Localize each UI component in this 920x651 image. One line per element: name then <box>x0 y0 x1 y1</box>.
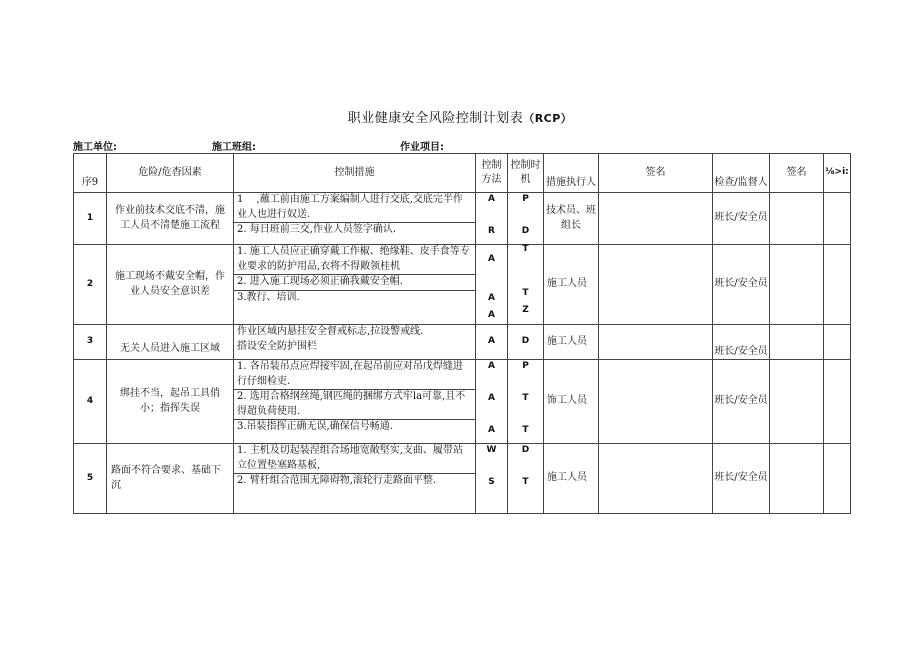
executor-cell: 施工人员 <box>544 245 599 325</box>
executor-cell: 饰工人员 <box>544 360 599 444</box>
sign-cell <box>770 245 824 325</box>
header-measures: 控制措施 <box>234 154 476 193</box>
sign-cell <box>770 325 824 360</box>
sign-cell <box>599 444 713 514</box>
method-cell <box>476 444 508 514</box>
measure-item: 2. 每日班前三交,作业人员签字确认. <box>237 224 397 235</box>
measures-cell <box>234 360 476 444</box>
title-code: （RCP） <box>523 112 573 125</box>
method-code: S <box>488 477 495 487</box>
measures-cell <box>234 444 476 514</box>
extra-cell <box>824 444 851 514</box>
timing-code: T <box>522 244 529 254</box>
header-last: ⅛>i: <box>824 154 851 193</box>
measure-item: 3.教行、培训. <box>237 291 300 303</box>
hazard-cell: 无关人员进入施工区域 <box>107 325 234 360</box>
hazard-cell: 路面不符合要求、基础下沉 <box>107 444 234 514</box>
measure-item: 2. 臂杆组合范围无障碍物,滚轮行走路面平整. <box>237 475 437 486</box>
table-row <box>74 325 851 360</box>
executor-cell: 施工人员 <box>544 325 599 360</box>
page-title <box>0 107 920 126</box>
sign-cell <box>770 360 824 444</box>
header-sign1: 签名 <box>599 154 713 193</box>
extra-cell <box>824 193 851 245</box>
header-method: 控制方法 <box>476 154 508 193</box>
row-number: 2 <box>74 245 107 325</box>
method-cell <box>476 193 508 245</box>
timing-cell <box>508 444 544 514</box>
measure-item: 2. 进入施工现场必须正确我戴安全帽. <box>234 275 475 291</box>
project-label: 作业项目: <box>400 142 444 153</box>
hazard-cell: 施工现场不戴安全帽，作业人员安全意识差 <box>107 245 234 325</box>
method-code: A <box>488 194 495 204</box>
table-row <box>74 193 851 245</box>
measure-item: 2. 选用合格纲丝绳,钢匹绳的捆绑方式牢la可靠,且不得超负荷使用. <box>234 390 475 420</box>
supervisor-cell: 班长/安全员 <box>713 245 770 325</box>
measure-item: 1. 各吊装吊点应焊接牢固,在起吊前应对吊戊焊缝进行仔细检吏. <box>234 360 475 390</box>
timing-code: D <box>521 226 530 236</box>
timing-code: Z <box>522 305 529 315</box>
timing-code: P <box>522 361 529 371</box>
extra-cell <box>824 360 851 444</box>
header-executor: 措施执行人 <box>544 154 599 193</box>
timing-code: T <box>522 425 529 435</box>
method-cell <box>476 245 508 325</box>
table-row <box>74 245 851 325</box>
executor-cell: 技术员、班组长 <box>544 193 599 245</box>
method-code: R <box>488 226 495 236</box>
supervisor-cell: 班长/安全员 <box>713 444 770 514</box>
measure-item: 1 ,蘸工前由施工方案编制人进行交底,交底完半作业人也进行奴送. <box>234 193 475 223</box>
method-code: A <box>488 293 495 303</box>
method-cell <box>476 360 508 444</box>
method-code: W <box>486 445 497 455</box>
sign-cell <box>599 193 713 245</box>
timing-code: T <box>522 288 529 298</box>
header-timing: 控制时机 <box>508 154 544 193</box>
team-label: 施工班组: <box>212 142 256 153</box>
table-row <box>74 444 851 514</box>
executor-cell: 施工人员 <box>544 444 599 514</box>
method-code: A <box>488 425 495 435</box>
timing-code: P <box>522 194 529 204</box>
risk-control-table <box>73 153 851 514</box>
timing-code: T <box>522 477 529 487</box>
supervisor-cell: 班长/安全员 <box>713 325 770 360</box>
measures-cell <box>234 325 476 360</box>
extra-cell <box>824 245 851 325</box>
timing-cell <box>508 245 544 325</box>
hazard-cell: 绑挂不当，起吊工具俏小；指挥失误 <box>107 360 234 444</box>
extra-cell <box>824 325 851 360</box>
header-hazard: 危险/危杳因素 <box>107 154 234 193</box>
sign-cell <box>599 325 713 360</box>
timing-code: D <box>521 445 530 455</box>
row-number: 4 <box>74 360 107 444</box>
timing-cell <box>508 360 544 444</box>
header-sign2: 签名 <box>770 154 824 193</box>
method-code: A <box>488 393 495 403</box>
method-code: A <box>488 310 495 320</box>
supervisor-cell: 班长/安全员 <box>713 193 770 245</box>
sign-cell <box>770 444 824 514</box>
unit-label: 施工单位: <box>73 142 117 153</box>
measure-item: 搭设安全防护围栏 <box>237 340 317 352</box>
timing-code: D <box>508 325 544 360</box>
timing-code: T <box>522 393 529 403</box>
measure-item: 1. 主机及切起装涅组合场地宽敞堅实,支曲、履带站立位置垫塞路基板, <box>234 444 475 474</box>
sign-cell <box>599 245 713 325</box>
measure-item: 3.吊装指挥正确无误,确保信号畅通. <box>237 421 393 432</box>
row-number: 5 <box>74 444 107 514</box>
hazard-cell: 作业前技术交底不清，施工人员不清楚施工流程 <box>107 193 234 245</box>
row-number: 1 <box>74 193 107 245</box>
measures-cell <box>234 193 476 245</box>
row-number: 3 <box>74 325 107 360</box>
method-code: A <box>488 361 495 371</box>
measure-item: 作业区域内悬挂安全督戒标志,拉设警戒线. <box>237 326 424 337</box>
method-code: A <box>476 325 508 360</box>
title-text: 职业健康安全风险控制计划表 <box>347 111 524 126</box>
header-seq: 序9 <box>74 154 107 193</box>
timing-cell <box>508 193 544 245</box>
sign-cell <box>770 193 824 245</box>
table-row <box>74 360 851 444</box>
header-supervisor: 检查/监督人 <box>713 154 770 193</box>
sign-cell <box>599 360 713 444</box>
measure-item: 1. 施工人员应正确穿戴工作椒、绝缘鞋、皮手食等专业要求的防护用品,衣将不得敞领桂机 <box>234 245 475 275</box>
method-code: A <box>488 254 495 264</box>
measures-cell <box>234 245 476 325</box>
header-row <box>74 154 851 193</box>
supervisor-cell: 班长/安全员 <box>713 360 770 444</box>
